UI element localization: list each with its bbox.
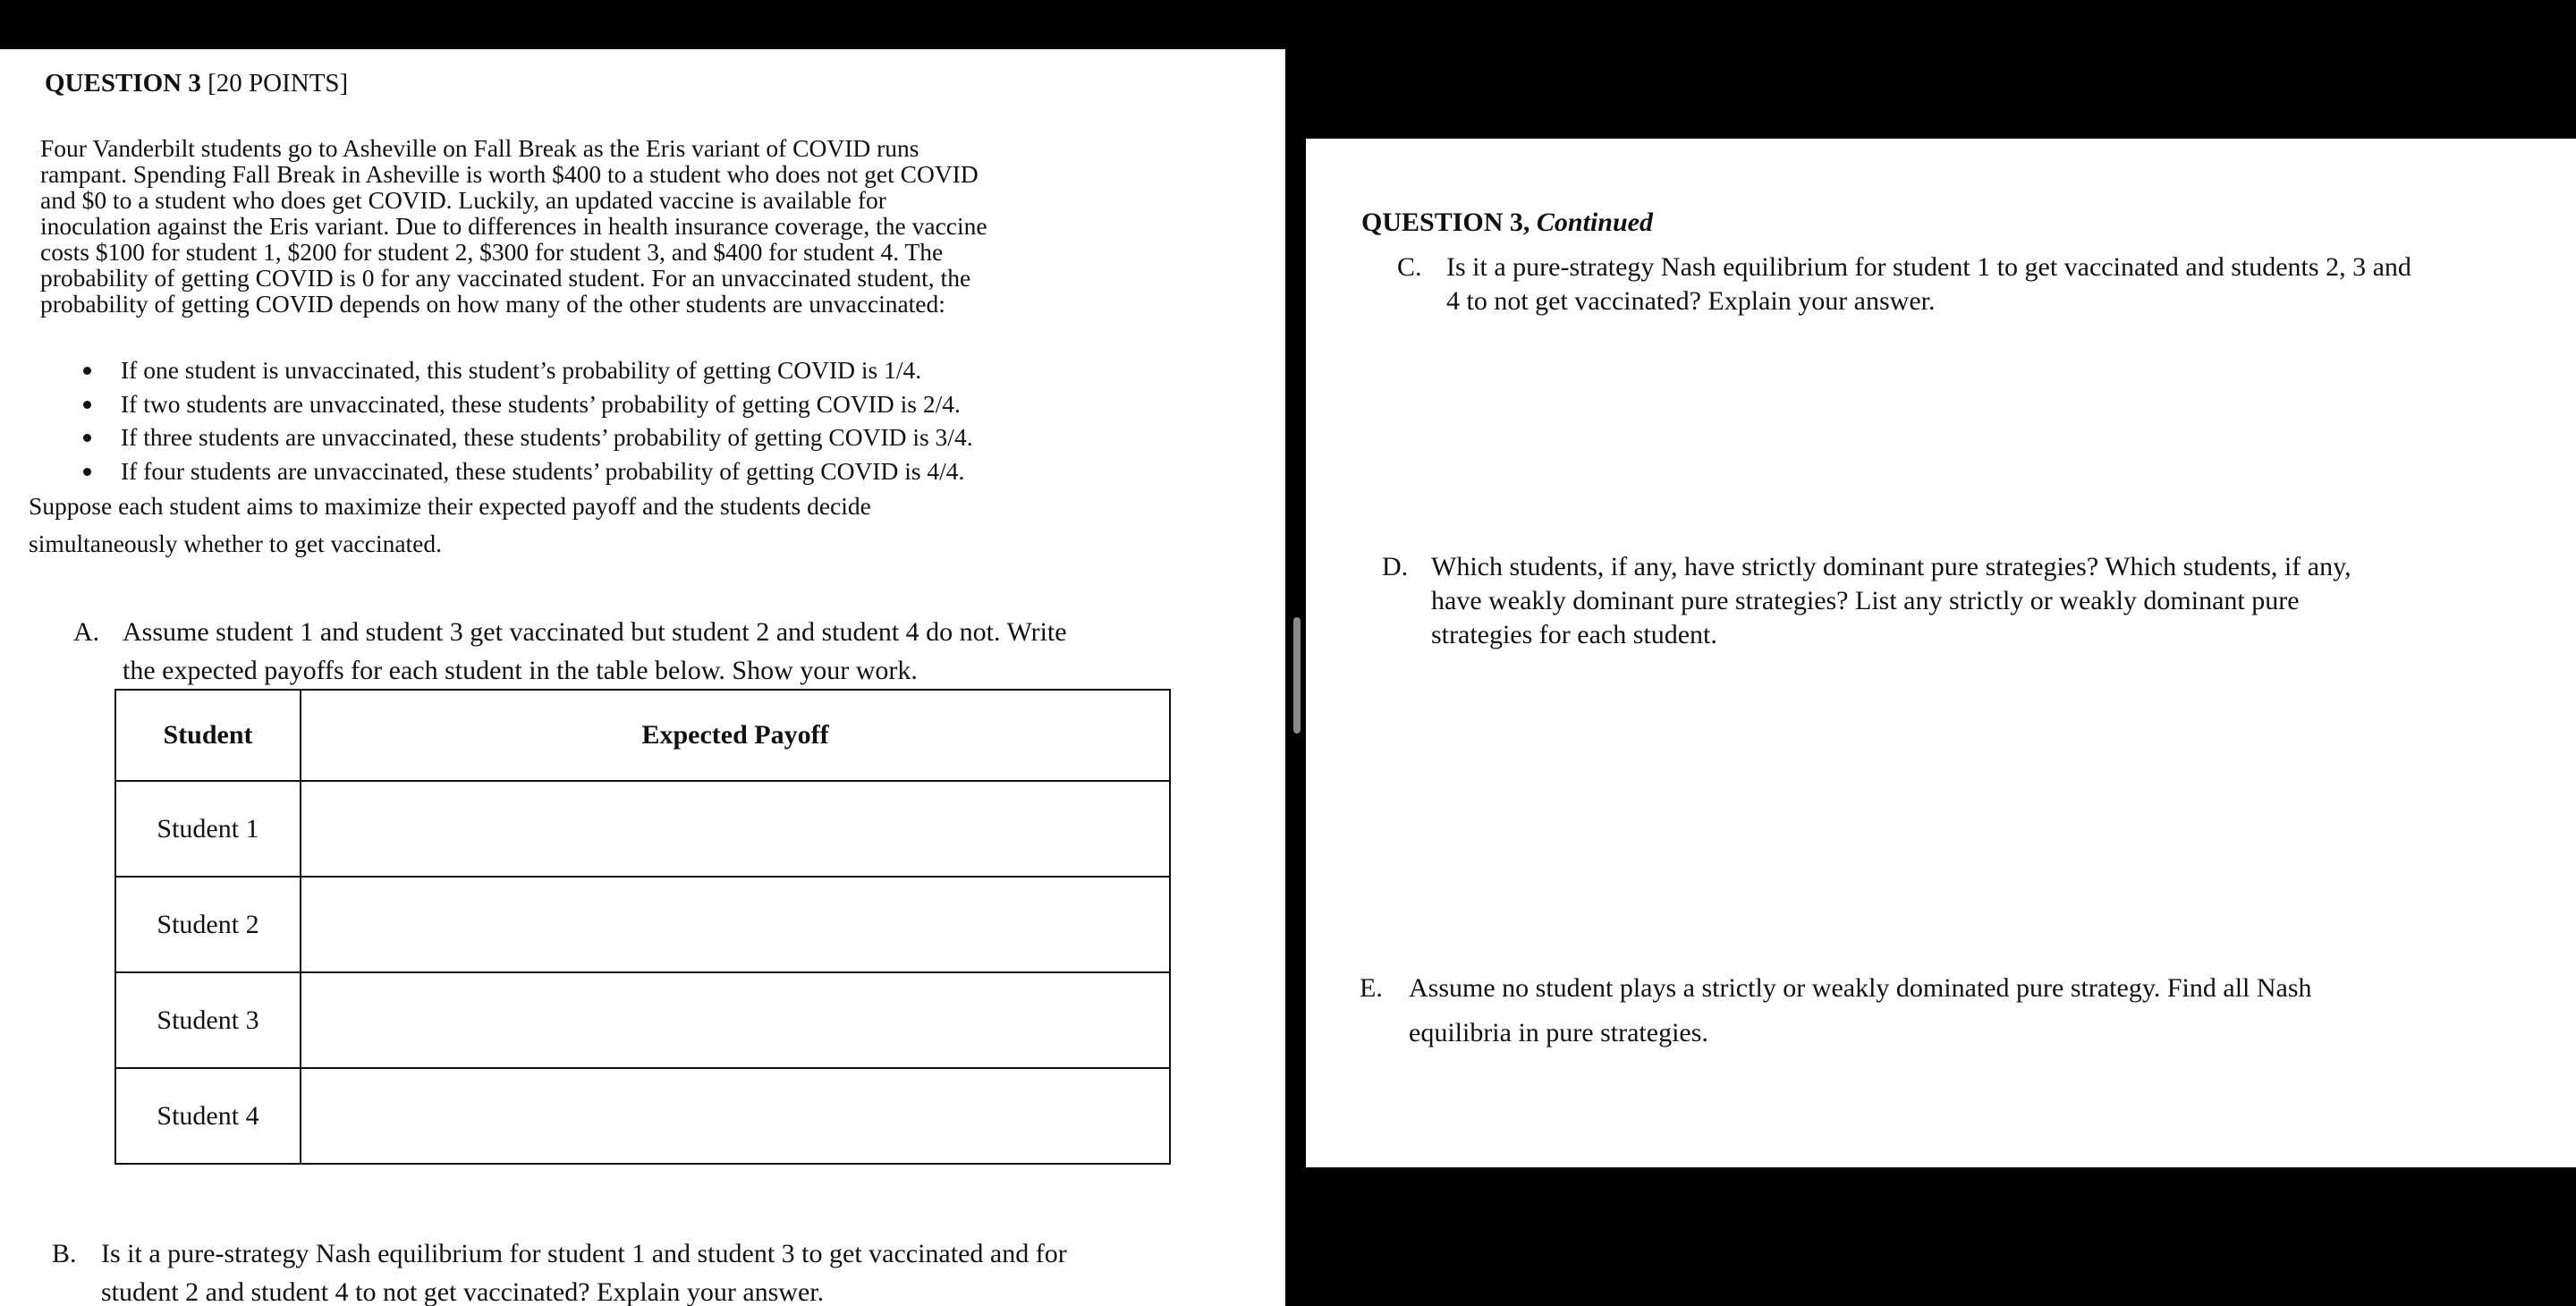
part-a-line-2: the expected payoffs for each student in the table below. Show your work.	[123, 656, 918, 685]
part-c-line-1: Is it a pure-strategy Nash equilibrium for student 1 to get vaccinated and students 2, 3 and	[1446, 252, 2411, 282]
part-d-question	[1382, 550, 2351, 652]
part-d-line-2: have weakly dominant pure strategies? List any strictly or weakly dominant pure	[1431, 586, 2300, 615]
bullet-text: If two students are unvaccinated, these students’ probability of getting COVID is 2/4.	[121, 389, 961, 418]
bullet-item	[76, 454, 973, 488]
bullet-icon	[83, 367, 91, 375]
part-c-line-2: 4 to not get vaccinated? Explain your answer.	[1446, 286, 1936, 316]
intro-line: Four Vanderbilt students go to Asheville on Fall Break as the Eris variant of COVID runs	[40, 134, 919, 162]
part-b-question	[52, 1234, 1067, 1306]
intro-line: probability of getting COVID depends on how many of the other students are unvaccinated:	[40, 290, 945, 318]
part-b-line-2: student 2 and student 4 to not get vaccinated? Explain your answer.	[101, 1277, 825, 1306]
payoff-answer-cell[interactable]	[301, 781, 1170, 877]
bullet-item	[76, 387, 973, 421]
continued-title-main: QUESTION 3,	[1361, 208, 1530, 237]
bullet-item	[76, 353, 973, 387]
bullet-icon	[83, 468, 91, 476]
bullet-text: If four students are unvaccinated, these students’ probability of getting COVID is 4/4.	[121, 456, 965, 485]
bullet-text: If three students are unvaccinated, these students’ probability of getting COVID is 3/4.	[121, 423, 973, 451]
intro-line: rampant. Spending Fall Break in Asheville is worth $400 to a student who does not get COVID	[40, 160, 979, 188]
table-row	[115, 781, 1170, 877]
bullet-item	[76, 420, 973, 454]
intro-line: costs $100 for student 1, $200 for student 2, $300 for student 3, and $400 for student 4. The	[40, 238, 944, 266]
student-cell: Student 1	[115, 781, 301, 877]
exam-page-left	[0, 49, 1285, 1306]
intro-line: and $0 to a student who does get COVID. Luckily, an updated vaccine is available for	[40, 186, 886, 214]
exam-page-right	[1306, 139, 2576, 1167]
part-c-question	[1397, 250, 2411, 318]
question-title	[45, 69, 348, 98]
bullet-icon	[83, 401, 91, 409]
suppose-line: simultaneously whether to get vaccinated.	[29, 530, 443, 557]
continued-title	[1361, 208, 1653, 238]
suppose-paragraph	[29, 488, 871, 563]
part-a-letter: A.	[73, 617, 100, 647]
intro-line: inoculation against the Eris variant. Due to differences in health insurance coverage, the vaccine	[40, 212, 987, 240]
table-row	[115, 972, 1170, 1068]
question-points: [20 POINTS]	[208, 69, 349, 98]
part-e-line-1: Assume no student plays a strictly or weakly dominated pure strategy. Find all Nash	[1409, 973, 2312, 1003]
question-title-main: QUESTION 3	[45, 69, 201, 98]
table-row	[115, 1068, 1170, 1164]
part-b-line-1: Is it a pure-strategy Nash equilibrium for student 1 and student 3 to get vaccinated and for	[101, 1239, 1067, 1268]
payoff-answer-cell[interactable]	[301, 877, 1170, 972]
probability-bullet-list	[76, 353, 973, 488]
part-a-line-1: Assume student 1 and student 3 get vaccinated but student 2 and student 4 do not. Write	[123, 617, 1067, 647]
part-d-letter: D.	[1382, 552, 1409, 581]
bullet-text: If one student is unvaccinated, this student’s probability of getting COVID is 1/4.	[121, 356, 922, 384]
part-d-line-3: strategies for each student.	[1431, 620, 1717, 649]
table-header-row	[115, 690, 1170, 781]
table-header-student: Student	[115, 690, 301, 781]
table-row	[115, 877, 1170, 972]
table-header-expected-payoff: Expected Payoff	[301, 690, 1170, 781]
part-a-question	[73, 613, 1067, 690]
payoff-answer-cell[interactable]	[301, 972, 1170, 1068]
part-e-letter: E.	[1360, 973, 1383, 1003]
intro-paragraph	[40, 135, 987, 317]
student-cell: Student 3	[115, 972, 301, 1068]
intro-line: probability of getting COVID is 0 for any vaccinated student. For an unvaccinated student, the	[40, 264, 971, 292]
student-cell: Student 2	[115, 877, 301, 972]
suppose-line: Suppose each student aims to maximize their expected payoff and the students decide	[29, 492, 871, 520]
payoff-answer-cell[interactable]	[301, 1068, 1170, 1164]
part-b-letter: B.	[52, 1239, 77, 1268]
bullet-icon	[83, 434, 91, 442]
part-c-letter: C.	[1397, 252, 1422, 282]
continued-title-suffix: Continued	[1536, 208, 1653, 237]
student-cell: Student 4	[115, 1068, 301, 1164]
expected-payoff-table	[114, 689, 1171, 1165]
scrollbar-thumb[interactable]	[1293, 617, 1301, 734]
part-d-line-1: Which students, if any, have strictly dominant pure strategies? Which students, if any,	[1431, 552, 2351, 581]
part-e-question	[1360, 966, 2312, 1056]
part-e-line-2: equilibria in pure strategies.	[1409, 1018, 1708, 1047]
